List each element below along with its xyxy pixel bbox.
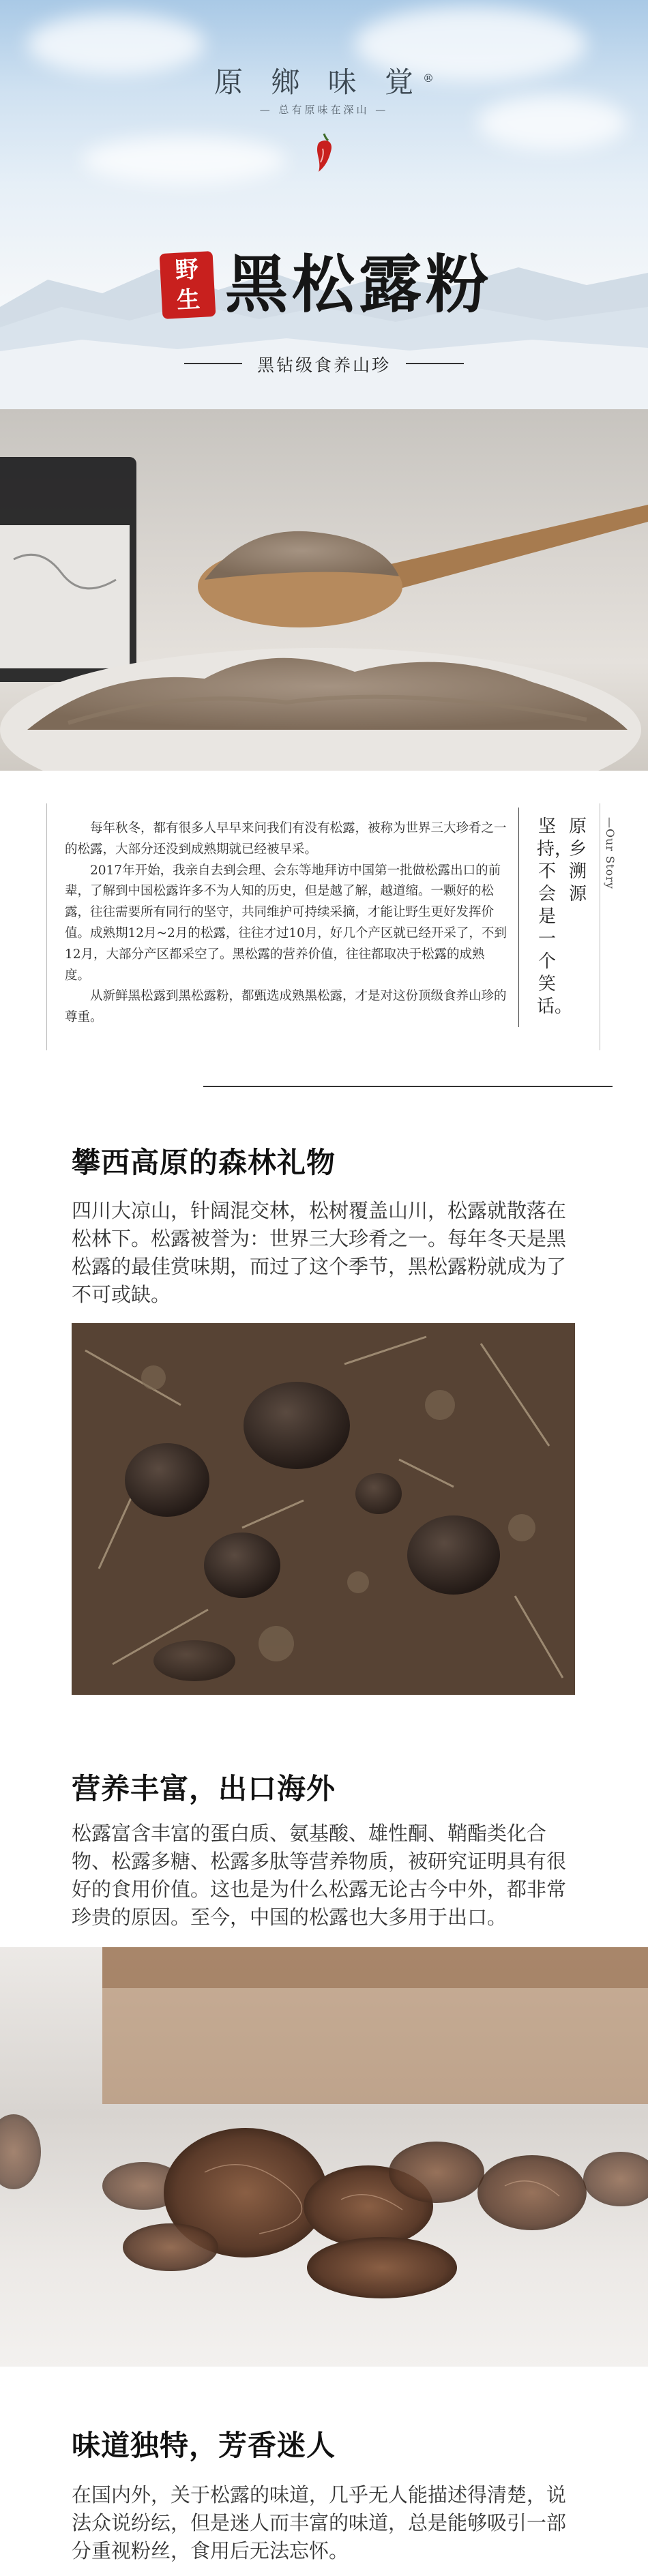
product-subtitle: 黑钻级食养山珍 xyxy=(256,355,391,375)
slices-illustration xyxy=(0,1947,648,2367)
registered-mark: ® xyxy=(423,72,435,85)
section-body-flavor: 在国内外，关于松露的味道，几乎无人能描述得清楚，说法众说纷纭，但是迷人而丰富的味道，总是能够吸引一部分重视粉丝，食用后无法忘怀。 xyxy=(72,2483,567,2562)
powder-illustration xyxy=(0,409,648,771)
truffle-slices-photo xyxy=(0,1947,648,2367)
hero-banner xyxy=(0,0,648,409)
subtitle-rule-left xyxy=(184,363,242,364)
brand-logo xyxy=(0,60,648,101)
story-paragraph: 每年秋冬，都有很多人早早来问我们有没有松露，被称为世界三大珍肴之一的松露，大部分还没到成熟期就已经被早采。 xyxy=(65,821,507,857)
soil-illustration xyxy=(72,1323,575,1695)
product-title: 黑松露粉 xyxy=(225,248,493,321)
section-body-forest-gift: 四川大凉山，针阔混交林，松树覆盖山川，松露就散落在松林下。松露被誉为：世界三大珍肴之一。每年冬天是黑松露的最佳赏味期，而过了这个季节，黑松露粉就成为了不可或缺。 xyxy=(72,1199,567,1306)
section-title-forest-gift: 攀西高原的森林礼物 xyxy=(72,1146,336,1179)
story-vertical-heading: 原乡溯源 xyxy=(568,816,587,904)
chili-pepper-icon xyxy=(310,131,338,175)
story-paragraph: 从新鲜黑松露到黑松露粉，都甄选成熟黑松露，才是对这份顶级食养山珍的尊重。 xyxy=(65,989,507,1025)
section-title-nutrition: 营养丰富，出口海外 xyxy=(72,1772,336,1805)
story-text xyxy=(65,818,508,1028)
our-story-tag: —Our Story xyxy=(604,817,617,889)
section-body-nutrition: 松露富含丰富的蛋白质、氨基酸、雄性酮、鞘酯类化合物、松露多糖、松露多肽等营养物质，被研究证明具有很好的食用价值。这也是为什么松露无论古今中外，都非常珍贵的原因。至今，中国的松露也大多用于出口。 xyxy=(72,1822,567,1929)
truffle-powder-photo xyxy=(0,409,648,771)
subtitle-row xyxy=(184,349,464,376)
badge-char-2: 生 xyxy=(176,286,201,314)
wild-badge xyxy=(160,251,216,319)
subtitle-rule-right xyxy=(406,363,464,364)
truffles-in-soil-photo xyxy=(72,1323,575,1695)
our-story-label: Our Story xyxy=(604,829,617,889)
section-title-flavor: 味道独特，芳香迷人 xyxy=(72,2429,336,2462)
brand-slogan: — 总有原味在深山 — xyxy=(259,104,389,116)
brand-name-text: 原 鄉 味 覚 xyxy=(213,65,424,99)
badge-char-1: 野 xyxy=(174,256,199,284)
story-bottom-rule xyxy=(203,1086,613,1087)
our-story-section xyxy=(0,791,648,1098)
story-divider xyxy=(518,808,519,1027)
story-paragraph: 2017年开始，我亲自去到会理、会东等地拜访中国第一批做松露出口的前辈，了解到中国松露许多不为人知的历史，但是越了解，越道缩。一颗好的松露，往往需要所有同行的坚守，共同维护可持续采摘，才能让野生更好发挥价值。成熟期12月~2月的松露，往往才过10月，好几个产区就已经开采了，不到12月，大部分产区都采空了。黑松露的营养价值，往往都取决于松露的成熟度。 xyxy=(65,863,507,983)
story-vertical-quote: 坚持，不会是一个笑话。 xyxy=(537,816,573,1017)
